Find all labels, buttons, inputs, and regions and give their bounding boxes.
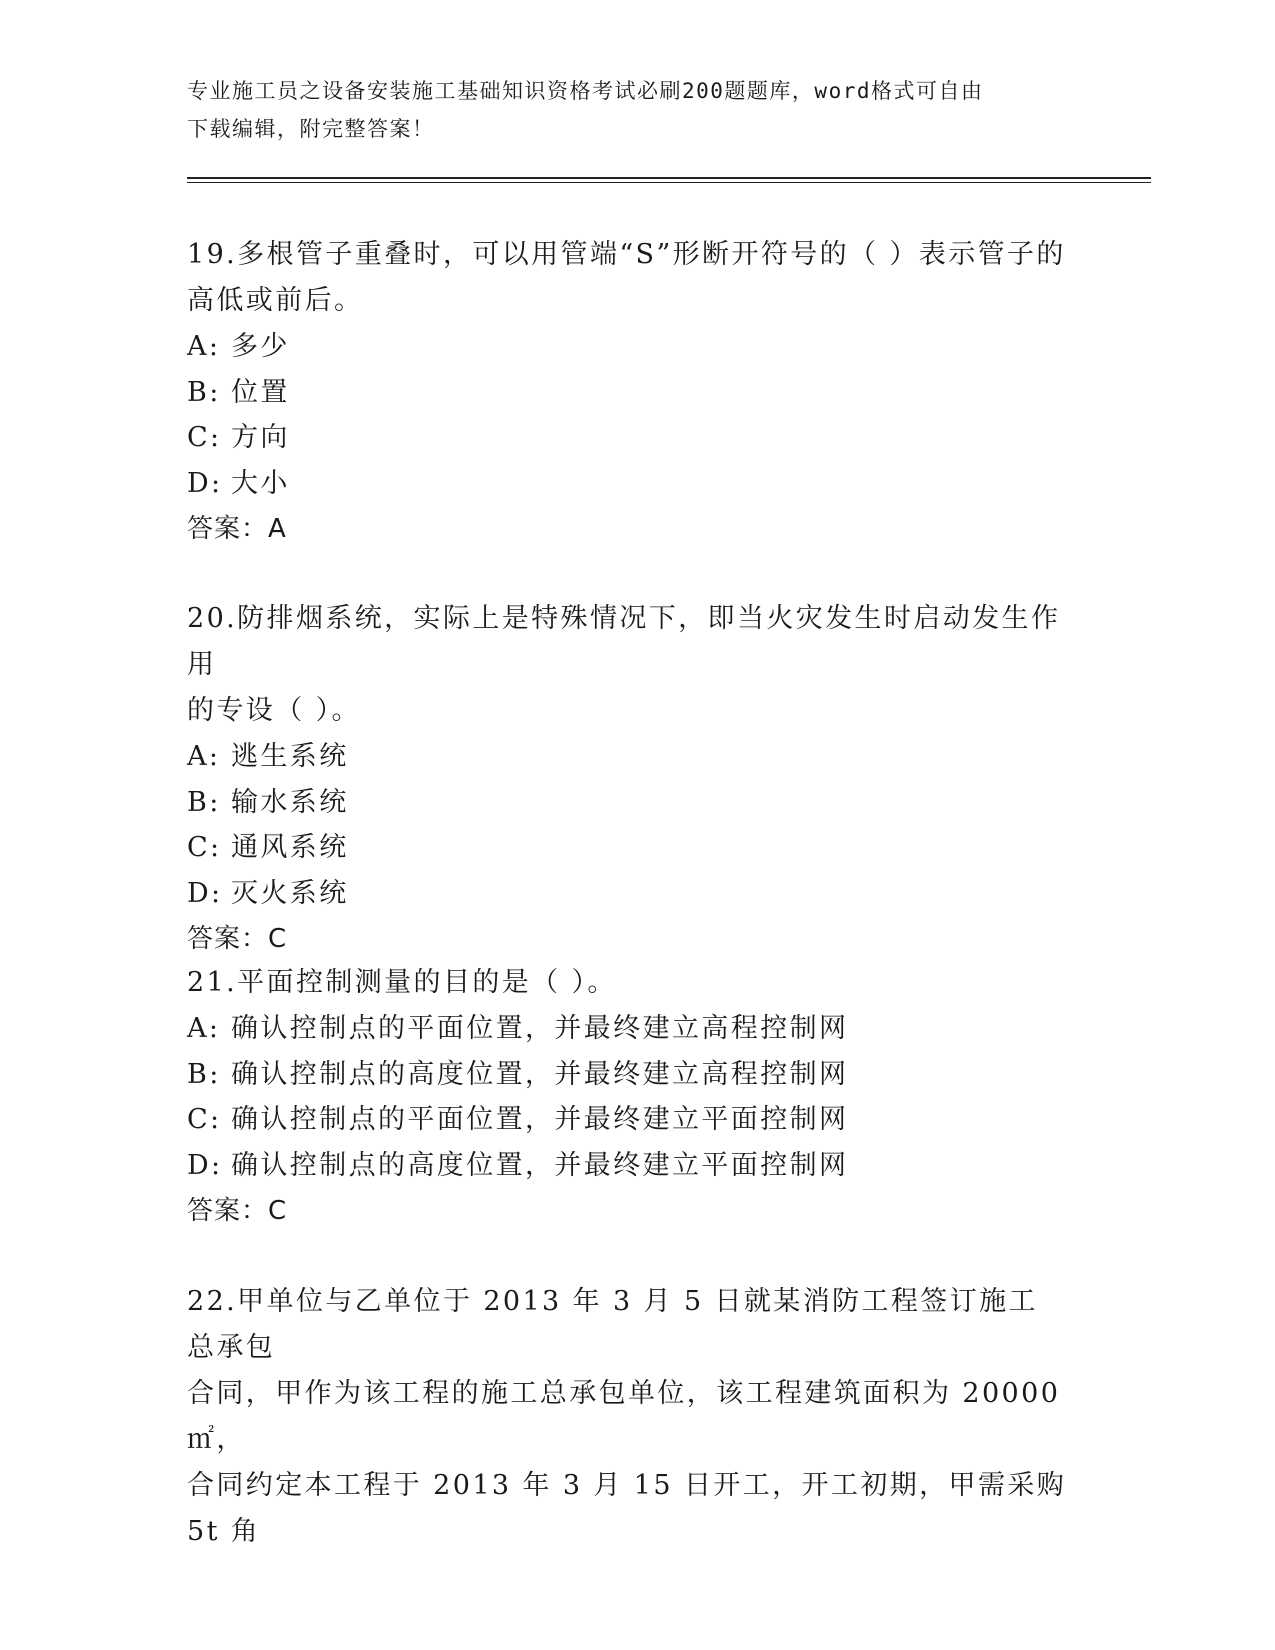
option-b — [187, 370, 1067, 416]
option-letter: C: — [187, 1104, 222, 1135]
option-b — [187, 1052, 1067, 1098]
option-text: 确认控制点的高度位置，并最终建立平面控制网 — [231, 1149, 849, 1181]
header-line-2: 下载编辑，附完整答案！ — [187, 117, 435, 141]
stem-line: 20.防排烟系统，实际上是特殊情况下，即当火灾发生时启动发生作用 — [187, 603, 1061, 680]
stem-line: 21.平面控制测量的目的是（ ）。 — [187, 967, 617, 998]
option-text: 多少 — [231, 331, 290, 362]
stem-line: 合同约定本工程于 2013 年 3 月 15 日开工，开工初期，甲需采购 5t 角 — [187, 1470, 1078, 1547]
option-d — [187, 871, 1067, 917]
question-stem — [187, 596, 1067, 734]
option-letter: D: — [187, 1149, 223, 1181]
question-22 — [187, 1279, 1078, 1555]
question-stem — [187, 960, 1067, 1006]
option-letter: C: — [187, 422, 222, 453]
option-letter: D: — [187, 877, 223, 909]
header-divider-thick — [187, 177, 1151, 179]
option-text: 通风系统 — [231, 832, 349, 863]
option-c — [187, 825, 1067, 871]
option-text: 确认控制点的平面位置，并最终建立平面控制网 — [231, 1104, 849, 1135]
stem-line: 19.多根管子重叠时，可以用管端“S”形断开符号的（ ）表示管子的 — [187, 239, 1066, 270]
option-b — [187, 780, 1067, 826]
question-stem — [187, 1279, 1078, 1555]
option-letter: B: — [187, 1058, 221, 1090]
option-text: 位置 — [231, 376, 290, 408]
stem-line: 合同，甲作为该工程的施工总承包单位，该工程建筑面积为 20000㎡， — [187, 1378, 1061, 1455]
question-20 — [187, 596, 1067, 962]
option-text: 逃生系统 — [231, 741, 349, 772]
option-a — [187, 734, 1067, 780]
option-d — [187, 1143, 1067, 1189]
option-letter: B: — [187, 786, 221, 818]
answer-line: 答案：C — [187, 924, 288, 954]
option-d — [187, 461, 1067, 507]
option-c — [187, 415, 1067, 461]
option-text: 大小 — [231, 467, 290, 499]
header-divider-thin — [187, 182, 1151, 183]
option-letter: A: — [187, 741, 221, 772]
option-letter: A: — [187, 1013, 221, 1044]
option-c — [187, 1097, 1067, 1143]
option-text: 确认控制点的高度位置，并最终建立高程控制网 — [231, 1058, 849, 1090]
question-stem — [187, 232, 1067, 324]
stem-line: 22.甲单位与乙单位于 2013 年 3 月 5 日就某消防工程签订施工总承包 — [187, 1286, 1038, 1363]
option-text: 方向 — [231, 422, 290, 453]
stem-line: 的专设（ ）。 — [187, 695, 361, 726]
option-a — [187, 1006, 1067, 1052]
option-text: 灭火系统 — [231, 877, 349, 909]
question-21 — [187, 960, 1067, 1234]
option-letter: B: — [187, 376, 221, 408]
option-text: 输水系统 — [231, 786, 349, 818]
document-header — [187, 72, 1077, 148]
option-letter: C: — [187, 832, 222, 863]
question-19 — [187, 232, 1067, 552]
stem-line: 高低或前后。 — [187, 285, 364, 316]
option-a — [187, 324, 1067, 370]
answer-line: 答案：C — [187, 1196, 288, 1226]
answer-line: 答案：A — [187, 514, 287, 544]
option-text: 确认控制点的平面位置，并最终建立高程控制网 — [231, 1013, 849, 1044]
header-line-1: 专业施工员之设备安装施工基础知识资格考试必刷200题题库，word格式可自由 — [187, 79, 984, 103]
option-letter: A: — [187, 331, 221, 362]
option-letter: D: — [187, 467, 223, 499]
